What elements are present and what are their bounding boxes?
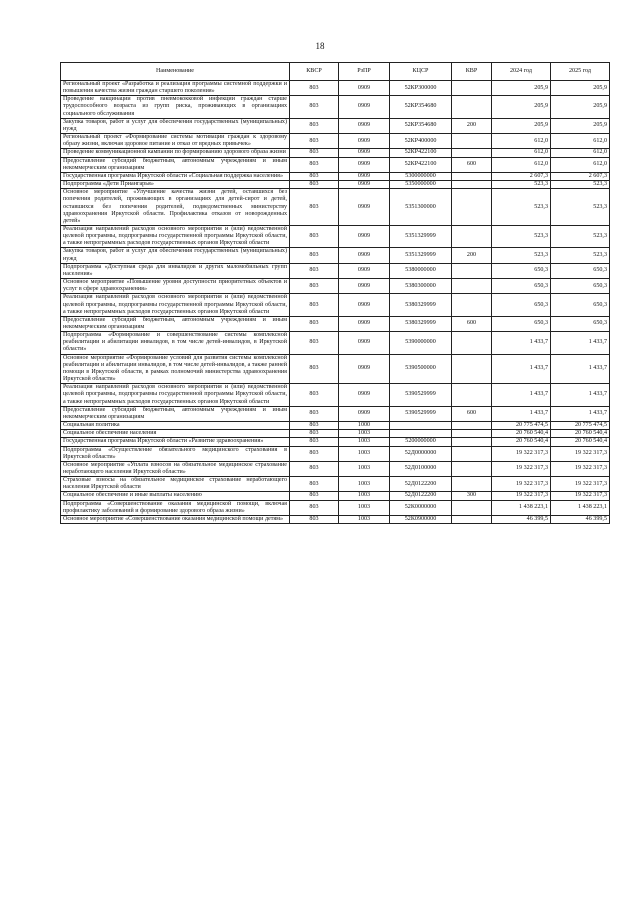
table-row (61, 316, 610, 331)
table-row (61, 118, 610, 133)
cell-kcsr: 52КР354680 (390, 96, 452, 118)
table-row (61, 134, 610, 149)
cell-kcsr: 52К0900000 (390, 515, 452, 523)
table-row (61, 500, 610, 515)
cell-2024: 1 433,7 (492, 384, 551, 406)
cell-name: Региональный проект «Разработка и реализация программы системной поддержки и повышения качества жизни граждан старшего поколения» (61, 81, 290, 96)
cell-kvsr: 803 (290, 81, 339, 96)
cell-2024: 1 438 223,1 (492, 500, 551, 515)
cell-kvsr: 803 (290, 181, 339, 189)
cell-rzpr: 0909 (339, 316, 390, 331)
cell-kvr (452, 422, 492, 430)
cell-2024: 523,3 (492, 225, 551, 247)
cell-kcsr: 5390000000 (390, 332, 452, 354)
cell-name: Реализация направлений расходов основного мероприятия и (или) ведомственной целевой программы, подпрограммы государственной программы Иркутской области, а также непрограммных расходов государственных органов Иркутской области (61, 384, 290, 406)
table-row (61, 279, 610, 294)
cell-kvsr: 803 (290, 500, 339, 515)
cell-2024: 19 322 317,3 (492, 492, 551, 500)
cell-kvr (452, 172, 492, 180)
cell-kvsr: 803 (290, 406, 339, 421)
cell-kvsr: 803 (290, 263, 339, 278)
cell-2024: 612,0 (492, 157, 551, 172)
cell-kvsr: 803 (290, 332, 339, 354)
table-row (61, 446, 610, 461)
cell-2024: 1 433,7 (492, 332, 551, 354)
cell-kvsr: 803 (290, 157, 339, 172)
cell-kvsr: 803 (290, 172, 339, 180)
cell-kvr (452, 149, 492, 157)
cell-2024: 46 399,5 (492, 515, 551, 523)
cell-kvsr: 803 (290, 279, 339, 294)
cell-name: Подпрограмма «Дети Приангарья» (61, 181, 290, 189)
cell-2025: 205,9 (551, 118, 610, 133)
cell-kvsr: 803 (290, 248, 339, 263)
cell-2024: 1 433,7 (492, 406, 551, 421)
cell-kcsr: 5380329999 (390, 294, 452, 316)
cell-kvsr: 803 (290, 316, 339, 331)
cell-name: Подпрограмма «Формирование и совершенствование системы комплексной реабилитации и абилитации инвалидов, в том числе детей-инвалидов, в Иркутской области» (61, 332, 290, 354)
header-kvr: КВР (452, 63, 492, 81)
cell-kvr (452, 446, 492, 461)
table-row (61, 492, 610, 500)
cell-kcsr: 52Д0122200 (390, 477, 452, 492)
cell-rzpr: 0909 (339, 279, 390, 294)
cell-2025: 523,3 (551, 248, 610, 263)
cell-2024: 19 322 317,3 (492, 461, 551, 476)
table-row (61, 422, 610, 430)
cell-kcsr: 5390529999 (390, 384, 452, 406)
cell-kcsr: 5390529999 (390, 406, 452, 421)
cell-name: Основное мероприятие «Повышение уровня доступности приоритетных объектов и услуг в сфере здравоохранения» (61, 279, 290, 294)
cell-name: Основное мероприятие «Уплата взносов на обязательное медицинское страхование неработающего населения Иркутской области» (61, 461, 290, 476)
cell-kvsr: 803 (290, 149, 339, 157)
cell-kvsr: 803 (290, 477, 339, 492)
table-row (61, 157, 610, 172)
cell-name: Закупка товаров, работ и услуг для обеспечения государственных (муниципальных) нужд (61, 248, 290, 263)
cell-kvr (452, 384, 492, 406)
cell-2024: 650,3 (492, 279, 551, 294)
cell-kcsr (390, 422, 452, 430)
cell-kvsr: 803 (290, 384, 339, 406)
cell-rzpr: 0909 (339, 172, 390, 180)
cell-kvr (452, 96, 492, 118)
table-row (61, 294, 610, 316)
cell-2025: 20 760 540,4 (551, 438, 610, 446)
cell-rzpr: 0909 (339, 81, 390, 96)
cell-kvsr: 803 (290, 118, 339, 133)
cell-name: Предоставление субсидий бюджетным, автономным учреждениям и иным некоммерческим организациям (61, 316, 290, 331)
cell-2025: 205,9 (551, 96, 610, 118)
cell-rzpr: 0909 (339, 96, 390, 118)
header-name: Наименование (61, 63, 290, 81)
cell-2024: 523,3 (492, 248, 551, 263)
cell-rzpr: 0909 (339, 149, 390, 157)
table-row (61, 406, 610, 421)
cell-kvsr: 803 (290, 189, 339, 226)
cell-rzpr: 1003 (339, 492, 390, 500)
budget-table (60, 62, 610, 524)
cell-kvr (452, 430, 492, 438)
cell-2024: 523,3 (492, 181, 551, 189)
table-row (61, 225, 610, 247)
cell-rzpr: 1003 (339, 515, 390, 523)
cell-kcsr: 52КР422100 (390, 157, 452, 172)
header-kvsr: КВСР (290, 63, 339, 81)
cell-name: Социальная политика (61, 422, 290, 430)
cell-name: Социальное обеспечение населения (61, 430, 290, 438)
cell-kvr (452, 279, 492, 294)
cell-rzpr: 1003 (339, 477, 390, 492)
page-number: 18 (315, 41, 325, 51)
cell-kvr (452, 332, 492, 354)
cell-name: Проведение коммуникационной кампании по формированию здорового образа жизни (61, 149, 290, 157)
cell-name: Страховые взносы на обязательное медицинское страхование неработающего населения Иркутской области (61, 477, 290, 492)
cell-rzpr: 0909 (339, 384, 390, 406)
cell-kcsr: 5350000000 (390, 181, 452, 189)
table-row (61, 96, 610, 118)
header-2025: 2025 год (551, 63, 610, 81)
cell-kvr (452, 354, 492, 384)
cell-kvr (452, 181, 492, 189)
cell-2025: 19 322 317,3 (551, 446, 610, 461)
cell-2025: 650,3 (551, 279, 610, 294)
cell-kvr (452, 461, 492, 476)
cell-2024: 523,3 (492, 189, 551, 226)
table-row (61, 461, 610, 476)
table-row (61, 181, 610, 189)
cell-2025: 523,3 (551, 189, 610, 226)
header-kcsr: КЦСР (390, 63, 452, 81)
cell-name: Предоставление субсидий бюджетным, автономным учреждениям и иным некоммерческим организациям (61, 406, 290, 421)
cell-rzpr: 0909 (339, 189, 390, 226)
cell-kvr: 600 (452, 406, 492, 421)
table-row (61, 172, 610, 180)
cell-2024: 205,9 (492, 96, 551, 118)
cell-rzpr: 0909 (339, 225, 390, 247)
cell-kvsr: 803 (290, 225, 339, 247)
cell-2025: 1 433,7 (551, 406, 610, 421)
cell-kvr: 600 (452, 316, 492, 331)
cell-kvr (452, 477, 492, 492)
cell-2025: 612,0 (551, 157, 610, 172)
cell-2025: 650,3 (551, 263, 610, 278)
cell-2025: 46 399,5 (551, 515, 610, 523)
cell-rzpr: 0909 (339, 134, 390, 149)
cell-kvr (452, 294, 492, 316)
cell-rzpr: 1003 (339, 446, 390, 461)
cell-2024: 650,3 (492, 316, 551, 331)
cell-2025: 19 322 317,3 (551, 461, 610, 476)
cell-kvr (452, 500, 492, 515)
cell-rzpr: 0909 (339, 157, 390, 172)
cell-2024: 650,3 (492, 294, 551, 316)
cell-kvsr: 803 (290, 446, 339, 461)
table-row (61, 515, 610, 523)
cell-kcsr: 5351300000 (390, 189, 452, 226)
cell-kvsr: 803 (290, 134, 339, 149)
cell-2024: 20 775 474,5 (492, 422, 551, 430)
cell-kvsr: 803 (290, 461, 339, 476)
cell-kcsr (390, 430, 452, 438)
cell-2024: 19 322 317,3 (492, 446, 551, 461)
table-row (61, 384, 610, 406)
cell-name: Проведение вакцинации против пневмококковой инфекции граждан старше трудоспособного возраста из групп риска, проживающих в организациях социального обслуживания (61, 96, 290, 118)
table-row (61, 149, 610, 157)
cell-2024: 19 322 317,3 (492, 477, 551, 492)
cell-rzpr: 1003 (339, 461, 390, 476)
cell-2024: 2 607,3 (492, 172, 551, 180)
cell-rzpr: 1000 (339, 422, 390, 430)
cell-2025: 19 322 317,3 (551, 492, 610, 500)
table-row (61, 81, 610, 96)
header-2024: 2024 год (492, 63, 551, 81)
cell-kvr (452, 515, 492, 523)
cell-kvr (452, 81, 492, 96)
cell-2025: 1 433,7 (551, 332, 610, 354)
table-header-row (61, 63, 610, 81)
table-row (61, 189, 610, 226)
cell-name: Предоставление субсидий бюджетным, автономным учреждениям и иным некоммерческим организациям (61, 157, 290, 172)
header-rzpr: РзПР (339, 63, 390, 81)
cell-kvr (452, 225, 492, 247)
cell-kvr (452, 189, 492, 226)
cell-2025: 612,0 (551, 149, 610, 157)
cell-kcsr: 52КР300000 (390, 81, 452, 96)
cell-name: Реализация направлений расходов основного мероприятия и (или) ведомственной целевой программы, подпрограммы государственной программы Иркутской области, а также непрограммных расходов государственных органов Иркутской области (61, 225, 290, 247)
cell-kvr: 600 (452, 157, 492, 172)
cell-kcsr: 5351329999 (390, 225, 452, 247)
cell-name: Государственная программа Иркутской области «Социальная поддержка населения» (61, 172, 290, 180)
cell-kcsr: 52КР422100 (390, 149, 452, 157)
cell-2024: 612,0 (492, 149, 551, 157)
cell-rzpr: 0909 (339, 118, 390, 133)
cell-rzpr: 0909 (339, 406, 390, 421)
cell-kvr: 200 (452, 118, 492, 133)
cell-kvr: 200 (452, 248, 492, 263)
cell-kvsr: 803 (290, 438, 339, 446)
cell-kcsr: 52Д0100000 (390, 461, 452, 476)
cell-kcsr: 5200000000 (390, 438, 452, 446)
cell-rzpr: 1003 (339, 500, 390, 515)
table-row (61, 332, 610, 354)
cell-kcsr: 5380329999 (390, 316, 452, 331)
cell-rzpr: 0909 (339, 248, 390, 263)
cell-kvsr: 803 (290, 515, 339, 523)
cell-2025: 523,3 (551, 225, 610, 247)
cell-name: Государственная программа Иркутской области «Развитие здравоохранения» (61, 438, 290, 446)
cell-kvsr: 803 (290, 422, 339, 430)
cell-2024: 20 760 540,4 (492, 438, 551, 446)
cell-2024: 612,0 (492, 134, 551, 149)
cell-rzpr: 0909 (339, 181, 390, 189)
cell-2024: 1 433,7 (492, 354, 551, 384)
cell-2025: 205,9 (551, 81, 610, 96)
cell-2024: 20 760 540,4 (492, 430, 551, 438)
table-row (61, 354, 610, 384)
cell-2025: 650,3 (551, 294, 610, 316)
cell-2025: 19 322 317,3 (551, 477, 610, 492)
cell-kvsr: 803 (290, 294, 339, 316)
cell-2024: 205,9 (492, 118, 551, 133)
table-row (61, 248, 610, 263)
cell-rzpr: 0909 (339, 332, 390, 354)
cell-kcsr: 5390500000 (390, 354, 452, 384)
cell-name: Основное мероприятие «Совершенствование оказания медицинской помощи детям» (61, 515, 290, 523)
cell-2025: 2 607,3 (551, 172, 610, 180)
cell-kcsr: 5380300000 (390, 279, 452, 294)
cell-rzpr: 1003 (339, 438, 390, 446)
cell-rzpr: 0909 (339, 294, 390, 316)
cell-name: Подпрограмма «Совершенствование оказания медицинской помощи, включая профилактику заболеваний и формирование здорового образа жизни» (61, 500, 290, 515)
cell-name: Реализация направлений расходов основного мероприятия и (или) ведомственной целевой программы, подпрограммы государственной программы Иркутской области, а также непрограммных расходов государственных органов Иркутской области (61, 294, 290, 316)
cell-2025: 612,0 (551, 134, 610, 149)
table-row (61, 477, 610, 492)
cell-name: Подпрограмма «Осуществление обязательного медицинского страхования в Иркутской области» (61, 446, 290, 461)
cell-kvsr: 803 (290, 354, 339, 384)
cell-2025: 20 775 474,5 (551, 422, 610, 430)
cell-kvr (452, 263, 492, 278)
cell-2025: 20 760 540,4 (551, 430, 610, 438)
table-row (61, 430, 610, 438)
cell-name: Основное мероприятие «Формирование условий для развития системы комплексной реабилитации и абилитации инвалидов, в том числе детей-инвалидов, а также ранней помощи в Иркутской области, в рамках полномочий министерства здравоохранения Иркутской области» (61, 354, 290, 384)
cell-kcsr: 5300000000 (390, 172, 452, 180)
cell-kcsr: 52К0000000 (390, 500, 452, 515)
cell-kcsr: 52Д0122200 (390, 492, 452, 500)
cell-kvr (452, 134, 492, 149)
cell-name: Закупка товаров, работ и услуг для обеспечения государственных (муниципальных) нужд (61, 118, 290, 133)
cell-2025: 1 433,7 (551, 384, 610, 406)
cell-name: Подпрограмма «Доступная среда для инвалидов и других маломобильных групп населения» (61, 263, 290, 278)
table-row (61, 438, 610, 446)
cell-kcsr: 52КР354680 (390, 118, 452, 133)
table-row (61, 263, 610, 278)
cell-kcsr: 5380000000 (390, 263, 452, 278)
cell-rzpr: 0909 (339, 263, 390, 278)
cell-2025: 1 438 223,1 (551, 500, 610, 515)
cell-kcsr: 52КР400000 (390, 134, 452, 149)
cell-2025: 523,3 (551, 181, 610, 189)
cell-2024: 650,3 (492, 263, 551, 278)
cell-kvr: 300 (452, 492, 492, 500)
cell-kcsr: 5351329999 (390, 248, 452, 263)
cell-kvsr: 803 (290, 492, 339, 500)
cell-2025: 1 433,7 (551, 354, 610, 384)
cell-2024: 205,9 (492, 81, 551, 96)
cell-2025: 650,3 (551, 316, 610, 331)
cell-rzpr: 0909 (339, 354, 390, 384)
cell-name: Социальное обеспечение и иные выплаты населению (61, 492, 290, 500)
cell-rzpr: 1003 (339, 430, 390, 438)
cell-kvsr: 803 (290, 96, 339, 118)
cell-name: Основное мероприятие «Улучшение качества жизни детей, оставшихся без попечения родителей, проживающих в организациях для детей-сирот и детей, оставшихся без попечения родителей, подведомственных министерству здравоохранения Иркутской области. Профилактика отказов от новорожденных детей» (61, 189, 290, 226)
cell-kvsr: 803 (290, 430, 339, 438)
cell-kvr (452, 438, 492, 446)
cell-name: Региональный проект «Формирование системы мотивации граждан к здоровому образу жизни, включая здоровое питание и отказ от вредных привычек» (61, 134, 290, 149)
cell-kcsr: 52Д0000000 (390, 446, 452, 461)
